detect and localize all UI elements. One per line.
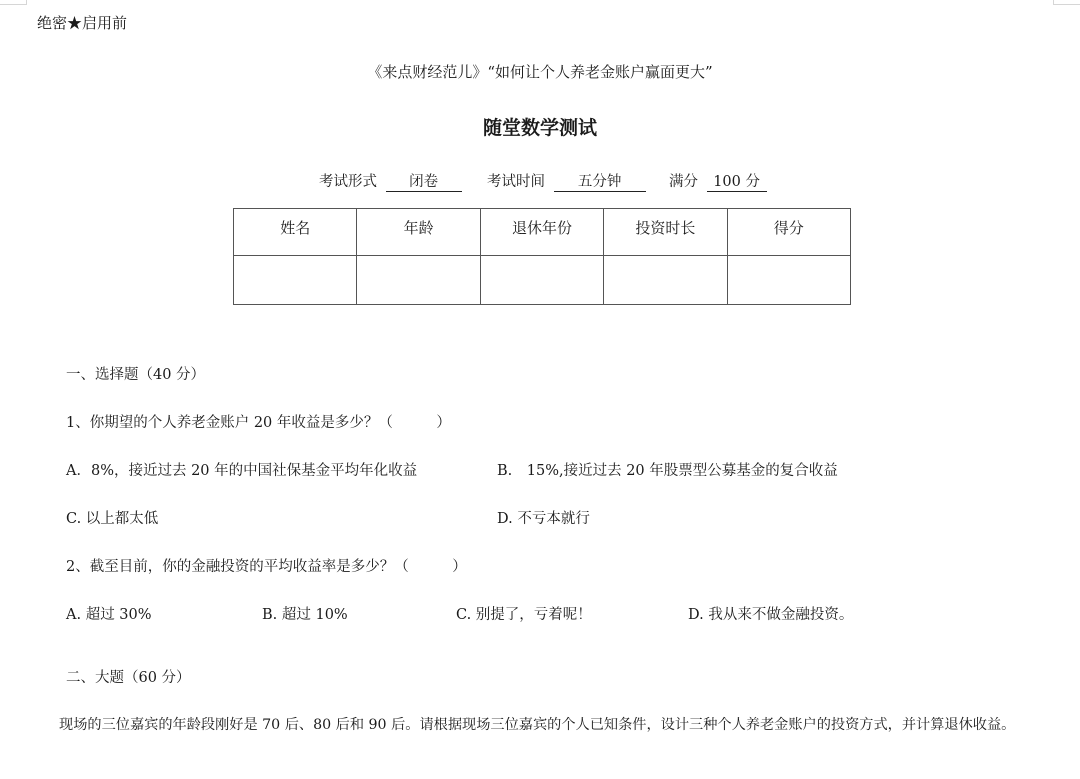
exam-score-value: 100 分 bbox=[707, 174, 767, 192]
page-corner-mark-left bbox=[0, 0, 27, 5]
page-corner-mark-right bbox=[1053, 0, 1080, 5]
score-table-input-row bbox=[234, 256, 851, 305]
exam-time-label: 考试时间 bbox=[487, 174, 545, 190]
q2-option-b[interactable]: B. 超过 10% bbox=[262, 607, 348, 623]
cell-name[interactable] bbox=[234, 256, 357, 305]
section-one-heading: 一、选择题（40 分） bbox=[66, 367, 206, 383]
section-two-question: 现场的三位嘉宾的年龄段刚好是 70 后、80 后和 90 后。请根据现场三位嘉宾的个人已知条件，设计三种个人养老金账户的投资方式，并计算退休收益。 bbox=[59, 717, 1016, 733]
score-table-header-row bbox=[234, 209, 851, 256]
q2-option-a[interactable]: A. 超过 30% bbox=[66, 607, 152, 623]
question-2: 2、截至目前，你的金融投资的平均收益率是多少？（ ） bbox=[66, 559, 467, 575]
q2-option-c[interactable]: C. 别提了，亏着呢！ bbox=[456, 607, 592, 623]
document-title: 随堂数学测试 bbox=[482, 117, 597, 139]
exam-time-value: 五分钟 bbox=[554, 174, 646, 192]
exam-time bbox=[487, 170, 646, 192]
exam-form-label: 考试形式 bbox=[319, 174, 377, 190]
q1-option-a[interactable]: A．8%，接近过去 20 年的中国社保基金平均年化收益 bbox=[66, 463, 418, 479]
score-table bbox=[233, 208, 851, 305]
secret-mark: 绝密★启用前 bbox=[37, 14, 128, 32]
exam-form-value: 闭卷 bbox=[386, 174, 462, 192]
question-1: 1、你期望的个人养老金账户 20 年收益是多少？（ ） bbox=[66, 415, 451, 431]
cell-invest-duration[interactable] bbox=[604, 256, 727, 305]
q1-option-c[interactable]: C. 以上都太低 bbox=[66, 511, 159, 527]
exam-form bbox=[319, 170, 462, 192]
header-score: 得分 bbox=[727, 209, 850, 256]
cell-age[interactable] bbox=[357, 256, 480, 305]
q2-option-d[interactable]: D. 我从来不做金融投资。 bbox=[688, 607, 854, 623]
header-name: 姓名 bbox=[234, 209, 357, 256]
header-retire-year: 退休年份 bbox=[480, 209, 603, 256]
header-invest-duration: 投资时长 bbox=[604, 209, 727, 256]
section-two-heading: 二、大题（60 分） bbox=[66, 670, 191, 686]
exam-full-score bbox=[669, 170, 767, 192]
exam-score-label: 满分 bbox=[669, 174, 698, 190]
cell-retire-year[interactable] bbox=[480, 256, 603, 305]
q1-option-b[interactable]: B. 15%,接近过去 20 年股票型公募基金的复合收益 bbox=[497, 463, 838, 479]
q1-option-d[interactable]: D. 不亏本就行 bbox=[497, 511, 590, 527]
cell-score[interactable] bbox=[727, 256, 850, 305]
document-subtitle: 《来点财经范儿》“如何让个人养老金账户赢面更大” bbox=[367, 63, 713, 81]
header-age: 年龄 bbox=[357, 209, 480, 256]
